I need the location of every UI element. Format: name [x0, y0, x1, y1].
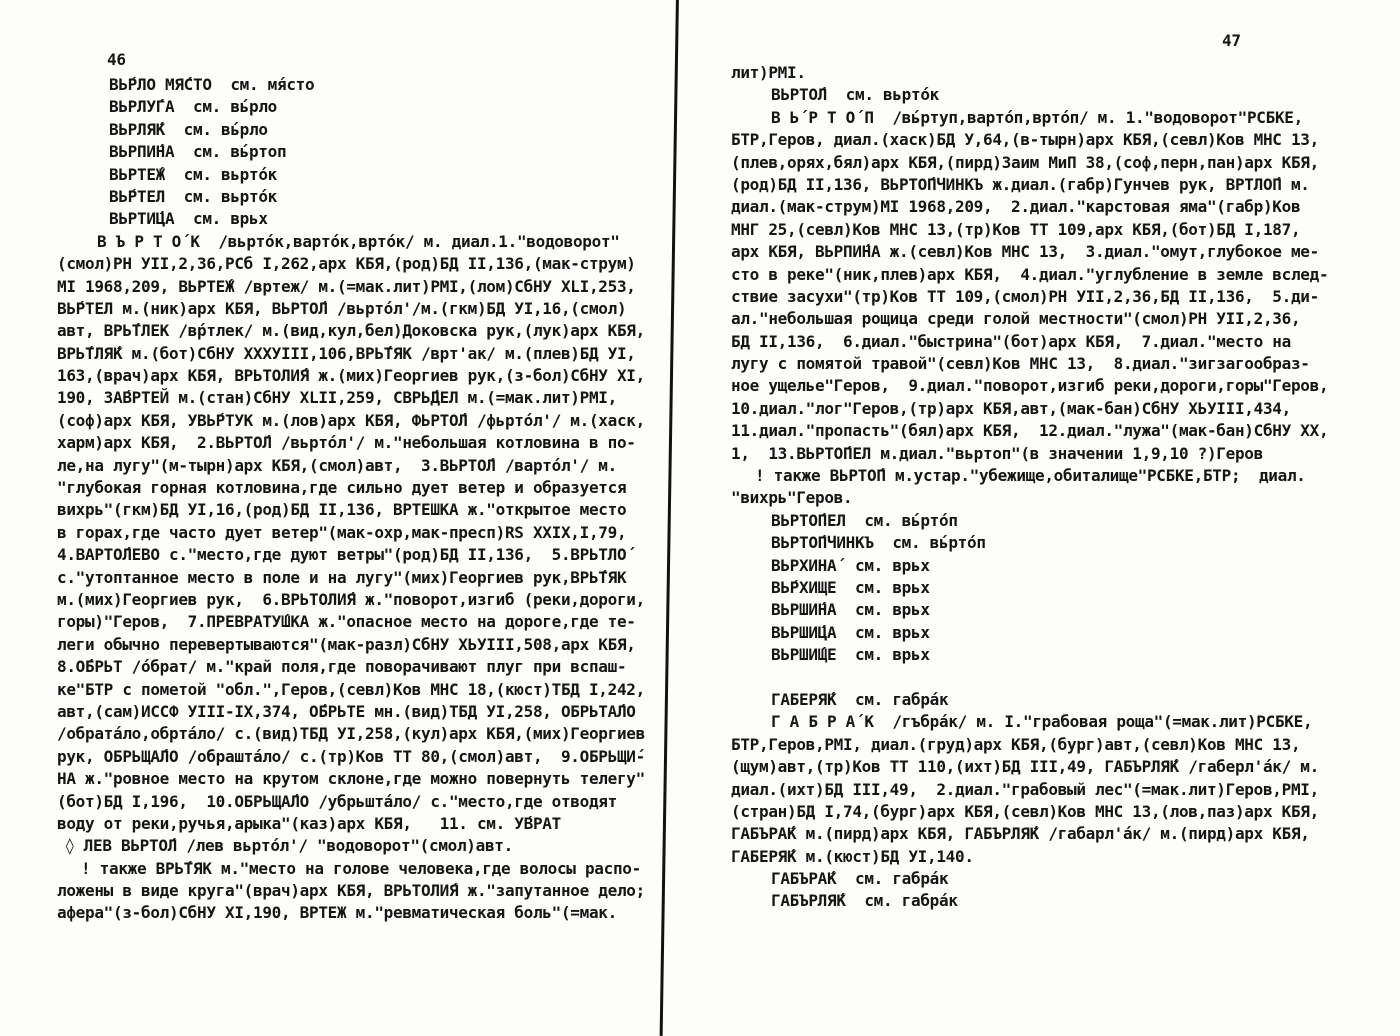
- text-line: (стран)БД I,74,(бург)арх КБЯ,(севл)Ков МНС 13,(лов,паз)арх КБЯ,: [731, 801, 1319, 821]
- text-line: арх КБЯ, ВЬРПИ́НА ж.(севл)Ков МНС 13, 3.диал."омут,глубокое ме-: [731, 242, 1319, 262]
- text-line: 11.диал."пропасть"(бял)арх КБЯ, 12.диал."лужа"(мак-бан)СбНУ ХХ,: [731, 421, 1329, 441]
- text-line: "глубокая горная котловина,где сильно дует ветер и образуется: [57, 478, 627, 498]
- text-line: 1, 13.ВЬРТО́ПЕЛ м.диал."вьртоп"(в значении 1,9,10 ?)Геров: [731, 443, 1263, 463]
- text-line: авт,(сам)ИССФ УIII-IХ,374, О́БРЬТЕ мн.(вид)ТБД УI,258, ОБРЬТА́ЛО: [57, 701, 636, 721]
- text-line: рук, ОБРЬЩА́ЛО /обрашта́ло/ с.(тр)Ков ТТ 80,(смол)авт, 9.ОБРЬЩИ́-: [57, 746, 645, 766]
- text-line: ◊ ЛЕВ ВЬРТО́Л /лев вьрто́л'/ "водоворот"(смол)авт.: [65, 836, 513, 856]
- text-line: авт, ВРЬ́ТЛЕК /вр́тлек/ м.(вид,кул,бел)Доковска рук,(лук)арх КБЯ,: [57, 321, 645, 341]
- text-line: ВЬРЛУ́ГА см. вь́рло: [109, 97, 277, 117]
- text-line: ГАБЪРЛЯ́К см. габра́к: [771, 891, 958, 911]
- text-line: ВЬ́РЛО МЯ́СТО см. мя́сто: [109, 75, 315, 94]
- text-line: "вихрь"Геров.: [731, 488, 853, 508]
- text-line: лугу с помятой травой"(севл)Ков МНС 13, 8.диал."зигзагообраз-: [731, 354, 1310, 374]
- page-number-left: 46: [107, 50, 126, 69]
- text-line: 8.О́БРЬТ /о́брат/ м."край поля,где поворачивают плуг при вспаш-: [57, 657, 627, 677]
- text-line: МНГ 25,(севл)Ков МНС 13,(тр)Ков ТТ 109,арх КБЯ,(бот)БД I,187,: [731, 219, 1301, 239]
- text-line: ствие засухи"(тр)Ков ТТ 109,(смол)РН УII,2,36,БД II,136, 5.ди-: [731, 286, 1319, 306]
- text-line: (смол)РН УII,2,36,РСб I,262,арх КБЯ,(род)БД II,136,(мак-струм): [57, 254, 636, 274]
- text-line: ал."небольшая рощица среди голой местности"(смол)РН УII,2,36,: [731, 309, 1301, 329]
- page-47-text: [731, 62, 1371, 913]
- text-line: 4.ВАРТО́ЛЕВО с."место,где дуют ветры"(род)БД II,136, 5.ВРЬТЛО́: [57, 545, 627, 565]
- text-line: 190, ЗА́ВРТЕЙ м.(стан)СбНУ ХLII,259, СВРЬ́ДЕЛ м.(=мак.лит)РМI,: [57, 388, 617, 408]
- text-line: в горах,где часто дует ветер"(мак-охр,мак-пресп)RS ХХIХ,I,79,: [57, 522, 627, 542]
- text-line: БТР,Геров, диал.(хаск)БД У,64,(в-тырн)арх КБЯ,(севл)Ков МНС 13,: [731, 130, 1319, 150]
- text-line: ГАБЪРА́К см. габра́к: [771, 869, 949, 889]
- text-line: ГАБЪРА́К м.(пирд)арх КБЯ, ГАБЪРЛЯ́К /габарл'а́к/ м.(пирд)арх КБЯ,: [731, 824, 1310, 844]
- text-line: ВРЬ́ТЛЯ́К м.(бот)СбНУ ХХХУIII,106,ВРЬ́ТЯК /врт'ак/ м.(плев)БД УI,: [57, 343, 636, 363]
- text-line: МI 1968,209, ВЬРТЕ́Ж /вртеж/ м.(=мак.лит)РМI,(лом)СбНУ ХLI,253,: [57, 276, 636, 296]
- text-line: м.(мих)Георгиев рук, 6.ВРЬТОЛИ́Я ж."поворот,изгиб (реки,дороги,: [57, 589, 645, 609]
- text-line: ВЬ́РТЕЛ м.(ник)арх КБЯ, ВЬРТО́Л /вьрто́л'/м.(гкм)БД УI,16,(смол): [57, 298, 627, 318]
- text-line: вихрь"(гкм)БД УI,16,(род)БД II,136, ВРТЕШКА ж."открытое место: [57, 500, 627, 520]
- text-line: БТР,Геров,РМI, диал.(груд)арх КБЯ,(бург)авт,(севл)Ков МНС 13,: [731, 734, 1301, 754]
- text-line: ВЬРТЕ́Ж см. вьрто́к: [109, 164, 277, 184]
- text-line: (бот)БД I,196, 10.ОБРЬЩА́ЛО /убрьшта́ло/ с."место,где отводят: [57, 791, 617, 811]
- text-line: ГАБЕРЯ́К см. габра́к: [771, 689, 949, 709]
- text-line: ВЬРШИ́ЩЕ см. врьх: [771, 645, 930, 665]
- text-line: ВЬРШИ́ЦА см. врьх: [771, 622, 930, 642]
- text-line: 163,(врач)арх КБЯ, ВРЬТОЛИ́Я ж.(мих)Георгиев рук,(з-бол)СбНУ ХI,: [57, 366, 645, 386]
- text-line: ВЬРШИ́НА см. врьх: [771, 600, 930, 620]
- text-line: НА ж."ровное место на крутом склоне,где можно повернуть телегу": [57, 769, 645, 789]
- text-line: ГАБЕРЯ́К м.(кюст)БД УI,140.: [731, 846, 974, 866]
- text-line: ! также ВРЬ́ТЯК м."место на голове человека,где волосы распо-: [81, 858, 641, 878]
- text-line: БД II,136, 6.диал."быстрина"(бот)арх КБЯ, 7.диал."место на: [731, 331, 1291, 351]
- text-line: ВЬРЛЯ́К см. вь́рло: [109, 119, 268, 139]
- text-line: леги обычно перевертываются"(мак-разл)СбНУ ХЬУIII,508,арх КБЯ,: [57, 634, 636, 654]
- text-line: лит)РМI.: [731, 63, 806, 82]
- page-number-right: 47: [1222, 31, 1241, 50]
- text-line: ВЬРПИ́НА см. вь́ртоп: [109, 142, 287, 162]
- text-line: [731, 667, 1371, 689]
- text-line: (соф)арх КБЯ, УВЬ́РТУК м.(лов)арх КБЯ, ФЬРТО́Л /фьрто́л'/ м.(хаск,: [57, 410, 645, 430]
- text-line: горы)"Геров, 7.ПРЕВРАТУ́ШКА ж."опасное место на дороге,где те-: [57, 612, 636, 632]
- text-line: (род)БД II,136, ВЬРТО́ПЧИНКЪ ж.диал.(габр)Гунчев рук, ВРТЛО́П м.: [731, 174, 1310, 194]
- text-line: ке"БТР с пометой "обл.",Геров,(севл)Ков МНС 18,(кюст)ТБД I,242,: [57, 679, 645, 699]
- text-line: ВЬРТО́ПЧИНКЪ см. вь́рто́п: [771, 533, 986, 553]
- text-line: воду от реки,ручья,арыка"(каз)арх КБЯ, 11. см. У́ВРАТ: [57, 813, 561, 833]
- text-line: /обрата́ло,обрта́ло/ с.(вид)ТБД УI,258,(кул)арх КБЯ,(мих)Георгиев: [57, 724, 645, 744]
- text-line: (плев,орях,бял)арх КБЯ,(пирд)Заим МиП 38,(соф,перн,пан)арх КБЯ,: [731, 152, 1319, 172]
- text-line: сто в реке"(ник,плев)арх КБЯ, 4.диал."углубление в земле вслед-: [731, 264, 1329, 284]
- text-line: ВЬРТИ́ЦА см. врьх: [109, 209, 268, 229]
- text-line: ! также ВЬРТО́П м.устар."убежище,обиталище"РСБКЕ,БТР; диал.: [755, 466, 1306, 486]
- text-line: с."утоптанное место в поле и на лугу"(мих)Георгиев рук,ВРЬ́ТЯК: [57, 567, 627, 587]
- text-line: ВЬРТО́ПЕЛ см. вь́рто́п: [771, 510, 958, 530]
- text-line: ВЬ́РТЕЛ см. вьрто́к: [109, 186, 277, 206]
- text-line: харм)арх КБЯ, 2.ВЬРТО́Л /вьрто́л'/ м."небольшая котловина в по-: [57, 433, 636, 453]
- text-line: 10.диал."лог"Геров,(тр)арх КБЯ,авт,(мак-бан)СбНУ ХЬУIII,434,: [731, 398, 1291, 418]
- text-line: ВЬРХИНА́ см. врьх: [771, 555, 930, 575]
- text-line: В Ъ Р Т О́ К /вьрто́к,варто́к,врто́к/ м. диал.1."водоворот": [97, 231, 620, 251]
- text-line: ное ущелье"Геров, 9.диал."поворот,изгиб реки,дороги,горы"Геров,: [731, 376, 1329, 396]
- text-line: В Ь́ Р Т О́ П /вь́ртуп,варто́п,врто́п/ м. 1."водоворот"РСБКЕ,: [771, 107, 1303, 127]
- text-line: Г А Б Р А́ К /гъбра́к/ м. I."грабовая роща"(=мак.лит)РСБКЕ,: [771, 712, 1313, 732]
- text-line: ВЬ́РХИЩЕ см. врьх: [771, 577, 930, 597]
- text-line: афера"(з-бол)СбНУ ХI,190, ВРТЕЖ м."ревматическая боль"(=мак.: [57, 903, 617, 923]
- text-line: ВЬРТО́Л см. вьрто́к: [771, 85, 939, 105]
- text-line: диал.(ихт)БД III,49, 2.диал."грабовый лес"(=мак.лит)Геров,РМI,: [731, 779, 1319, 799]
- text-line: ле,на лугу"(м-тырн)арх КБЯ,(смол)авт, 3.ВЬРТО́Л /варто́л'/ м.: [57, 455, 617, 475]
- text-line: ложены в виде круга"(врач)арх КБЯ, ВРЬТОЛИ́Я ж."запутанное дело;: [57, 881, 645, 901]
- text-line: (щум)авт,(тр)Ков ТТ 110,(ихт)БД III,49, ГАБЪРЛЯ́К /габерл'а́к/ м.: [731, 757, 1319, 777]
- text-line: диал.(мак-струм)МI 1968,209, 2.диал."карстовая яма"(габр)Ков: [731, 197, 1301, 217]
- page-46-text: [57, 74, 685, 925]
